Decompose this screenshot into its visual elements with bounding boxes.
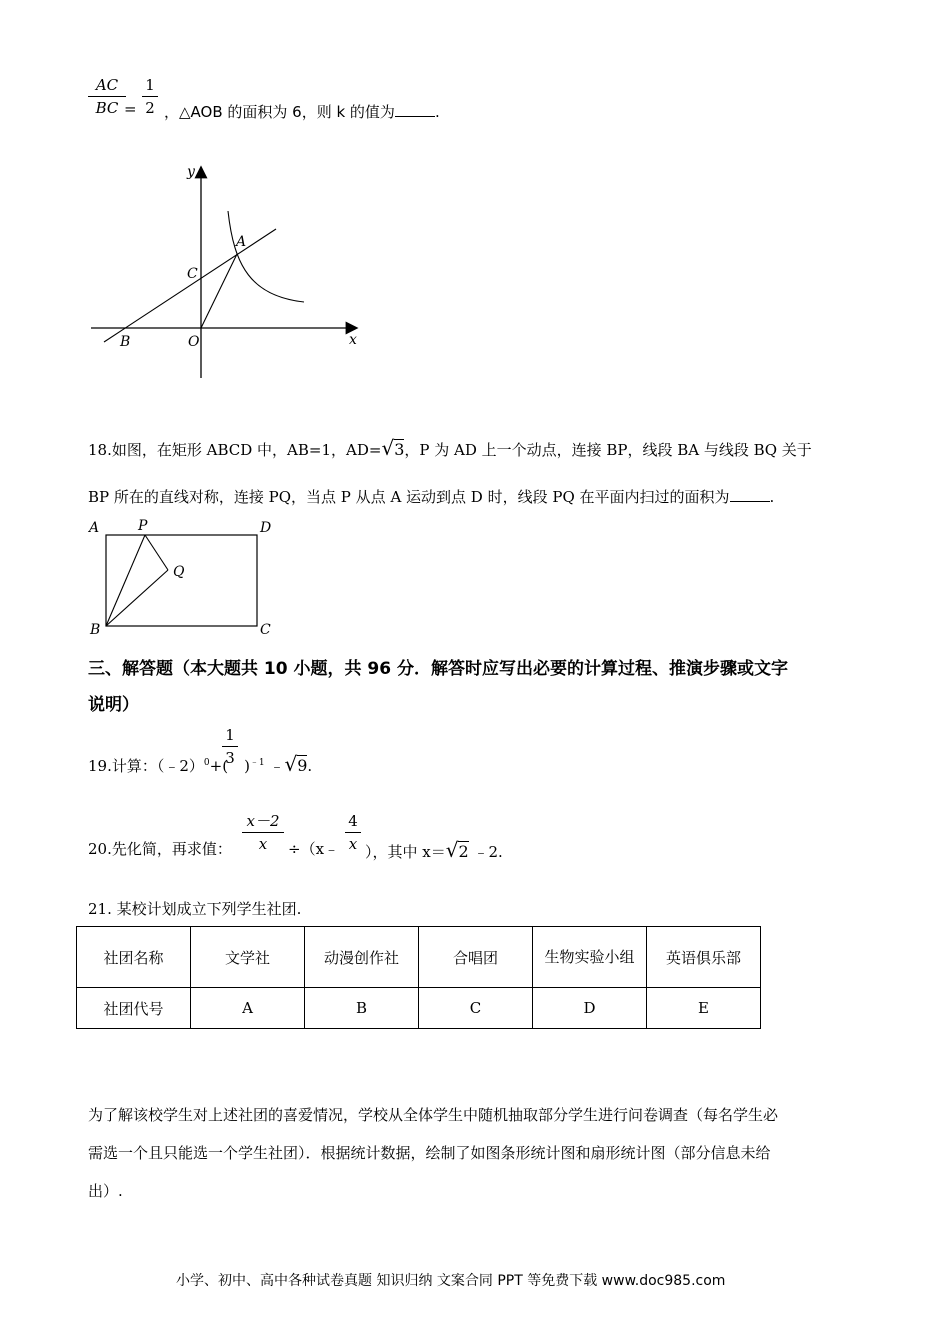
q20-div: ÷（x﹣ xyxy=(288,840,340,858)
q21-paragraph-line2: 需选一个且只能选一个学生社团）．根据统计数据，绘制了如图条形统计图和扇形统计图（部分信息未给 xyxy=(88,1144,771,1162)
clubs-table xyxy=(76,926,761,1029)
q20-end: ﹣2. xyxy=(473,843,503,861)
q20-tail xyxy=(365,838,503,862)
q21-paragraph-line1: 为了解该校学生对上述社团的喜爱情况，学校从全体学生中随机抽取部分学生进行问卷调查（每名学生必 xyxy=(88,1106,779,1124)
q20-mid: ），其中 x＝ xyxy=(365,843,446,861)
q17-equals: = xyxy=(124,100,137,118)
q18-sqrt-val: 3 xyxy=(394,440,405,459)
q19-end: . xyxy=(307,757,313,775)
q21-intro: 21. 某校计划成立下列学生社团. xyxy=(88,900,302,918)
label-a: A xyxy=(89,520,100,536)
q18-text-a: 18.如图，在矩形 ABCD 中，AB=1，AD= xyxy=(88,441,382,459)
q19-plus: +( xyxy=(209,757,229,775)
cell-club-b-name: 动漫创作社 xyxy=(305,927,419,988)
q20-f2-denominator: x xyxy=(348,835,358,853)
line-bc xyxy=(104,229,276,342)
q17-frac-numerator: AC xyxy=(95,76,119,94)
page-footer: 小学、初中、高中各种试卷真题 知识归纳 文案合同 PPT 等免费下载 www.doc985.com xyxy=(176,1273,726,1289)
label-p: P xyxy=(138,518,148,534)
q17-fraction-ac-bc xyxy=(88,76,126,117)
q19-frac-numerator: 1 xyxy=(225,726,235,744)
q20-sqrt-sign: √ xyxy=(445,838,459,862)
cell-header-name: 社团名称 xyxy=(77,927,191,988)
cell-header-code: 社团代号 xyxy=(77,988,191,1029)
q17-half-bar xyxy=(142,96,158,97)
q17-text xyxy=(164,101,440,122)
q20-prefix: 20.先化简，再求值： xyxy=(88,840,232,858)
q19-sqrt-val: 9 xyxy=(297,756,308,775)
q19-frac-bar xyxy=(222,746,238,747)
q17-half-denominator: 2 xyxy=(145,99,155,117)
q17-answer-blank xyxy=(395,102,435,117)
label-b: B xyxy=(90,622,101,638)
cell-club-c-name: 合唱团 xyxy=(419,927,533,988)
q18-line1 xyxy=(88,436,812,460)
label-b: B xyxy=(120,334,131,350)
hyperbola-curve xyxy=(228,211,304,302)
label-c: C xyxy=(187,266,198,282)
table-row-codes xyxy=(77,988,761,1029)
label-c: C xyxy=(260,622,271,638)
segment-bq xyxy=(106,570,168,626)
q18-line2 xyxy=(88,486,774,507)
label-x: x xyxy=(349,332,357,348)
table-row-names xyxy=(77,927,761,988)
q17-fraction-half xyxy=(142,76,158,117)
q21-paragraph-line3: 出）. xyxy=(88,1182,123,1200)
label-y: y xyxy=(187,164,195,180)
q19-exp0: 0 xyxy=(203,758,210,768)
q18-text-2: BP 所在的直线对称，连接 PQ，当点 P 从点 A 运动到点 D 时，线段 PQ 在平面内扫过的面积为 xyxy=(88,488,730,506)
cell-code-a: A xyxy=(191,988,305,1029)
q20-sqrt-val: 2 xyxy=(458,842,469,861)
cell-code-b: B xyxy=(305,988,419,1029)
segment-bp xyxy=(106,535,145,626)
q18-sqrt: √3 xyxy=(381,436,405,460)
segment-pq xyxy=(145,535,168,570)
cell-code-e: E xyxy=(647,988,761,1029)
q17-frac-bar xyxy=(88,96,126,97)
q20-f1-bar xyxy=(242,832,284,833)
q18-end: . xyxy=(769,488,775,506)
q17-end: . xyxy=(434,103,440,121)
q18-text-b: ，P 为 AD 上一个动点，连接 BP，线段 BA 与线段 BQ 关于 xyxy=(404,441,812,459)
label-d: D xyxy=(260,520,272,536)
q20-f2-numerator: 4 xyxy=(348,812,358,830)
q20-fraction-2 xyxy=(345,812,361,853)
q20-f2-bar xyxy=(345,832,361,833)
q17-question-text: ，△AOB 的面积为 6，则 k 的值为 xyxy=(164,103,395,121)
q18-answer-blank xyxy=(730,487,770,502)
cell-code-c: C xyxy=(419,988,533,1029)
q19-close: ) xyxy=(244,757,250,775)
q19-minus: ﹣ xyxy=(269,757,285,775)
q19-frac-denominator: 3 xyxy=(225,749,235,767)
q17-half-numerator: 1 xyxy=(145,76,155,94)
q19-sqrt-sign: √ xyxy=(284,752,298,776)
label-o: O xyxy=(188,334,200,350)
q19-line xyxy=(88,752,312,776)
q19-fraction xyxy=(222,726,238,767)
q17-frac-denominator: BC xyxy=(95,99,119,117)
label-q: Q xyxy=(173,564,185,580)
q19-prefix: 19.计算：（﹣2） xyxy=(88,757,204,775)
q20-f1-numerator: x－2 xyxy=(246,812,280,830)
q18-figure xyxy=(86,514,286,639)
q17-figure xyxy=(86,156,376,386)
cell-club-d-name: 生物实验小组 xyxy=(533,927,647,988)
rectangle-abcd xyxy=(106,535,257,626)
q20-fraction-1 xyxy=(242,812,284,853)
q20-f1-denominator: x xyxy=(258,835,268,853)
segment-oa xyxy=(201,254,237,328)
label-a: A xyxy=(236,234,247,250)
section3-heading-line2: 说明） xyxy=(88,695,139,715)
q19-exp-neg1: ﹣1 xyxy=(249,758,265,768)
cell-club-a-name: 文学社 xyxy=(191,927,305,988)
section3-heading-line1: 三、解答题（本大题共 10 小题，共 96 分．解答时应写出必要的计算过程、推演步骤或文字 xyxy=(88,659,788,679)
cell-code-d: D xyxy=(533,988,647,1029)
cell-club-e-name: 英语俱乐部 xyxy=(647,927,761,988)
